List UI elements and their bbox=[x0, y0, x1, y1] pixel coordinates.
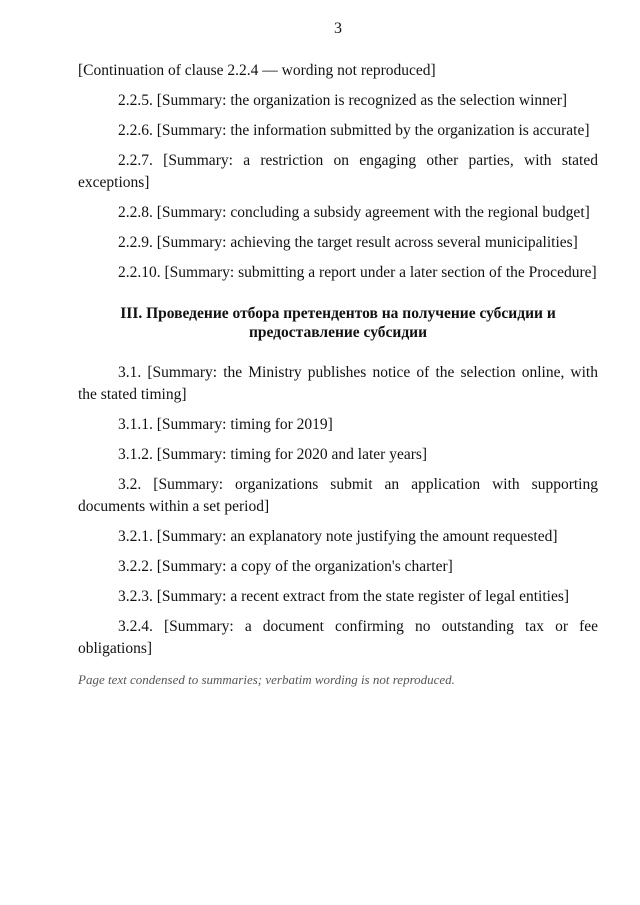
section-heading: III. Проведение отбора претендентов на получение субсидии и предоставление субсидии bbox=[120, 305, 556, 341]
clause-2-2-10: 2.2.10. [Summary: submitting a report under a later section of the Procedure] bbox=[118, 264, 597, 281]
clause-3-2-1: 3.2.1. [Summary: an explanatory note justifying the amount requested] bbox=[118, 528, 558, 545]
clause-2-2-5: 2.2.5. [Summary: the organization is recognized as the selection winner] bbox=[118, 92, 568, 109]
clause-2-2-6: 2.2.6. [Summary: the information submitted by the organization is accurate] bbox=[118, 122, 590, 139]
clause-3-2-4: 3.2.4. [Summary: a document confirming no outstanding tax or fee obligations] bbox=[78, 618, 598, 657]
clause-3-2-3: 3.2.3. [Summary: a recent extract from the state register of legal entities] bbox=[118, 588, 570, 605]
clause-2-2-7: 2.2.7. [Summary: a restriction on engaging other parties, with stated exceptions] bbox=[78, 152, 598, 191]
clause-2-2-9: 2.2.9. [Summary: achieving the target result across several municipalities] bbox=[118, 234, 578, 251]
intro-paragraph: [Continuation of clause 2.2.4 — wording not reproduced] bbox=[78, 62, 436, 79]
clause-3-2: 3.2. [Summary: organizations submit an application with supporting documents within a set period] bbox=[78, 476, 598, 515]
clause-3-2-2: 3.2.2. [Summary: a copy of the organization's charter] bbox=[118, 558, 453, 575]
clauses-3-list bbox=[78, 362, 598, 660]
summary-notice: Page text condensed to summaries; verbatim wording is not reproduced. bbox=[78, 672, 455, 687]
clause-2-2-8: 2.2.8. [Summary: concluding a subsidy agreement with the regional budget] bbox=[118, 204, 590, 221]
clause-3-1: 3.1. [Summary: the Ministry publishes notice of the selection online, with the stated timing] bbox=[78, 364, 598, 403]
clauses-2-2-list bbox=[78, 90, 598, 284]
page-number: 3 bbox=[334, 20, 342, 37]
clause-3-1-1: 3.1.1. [Summary: timing for 2019] bbox=[118, 416, 333, 433]
clause-3-1-2: 3.1.2. [Summary: timing for 2020 and later years] bbox=[118, 446, 428, 463]
